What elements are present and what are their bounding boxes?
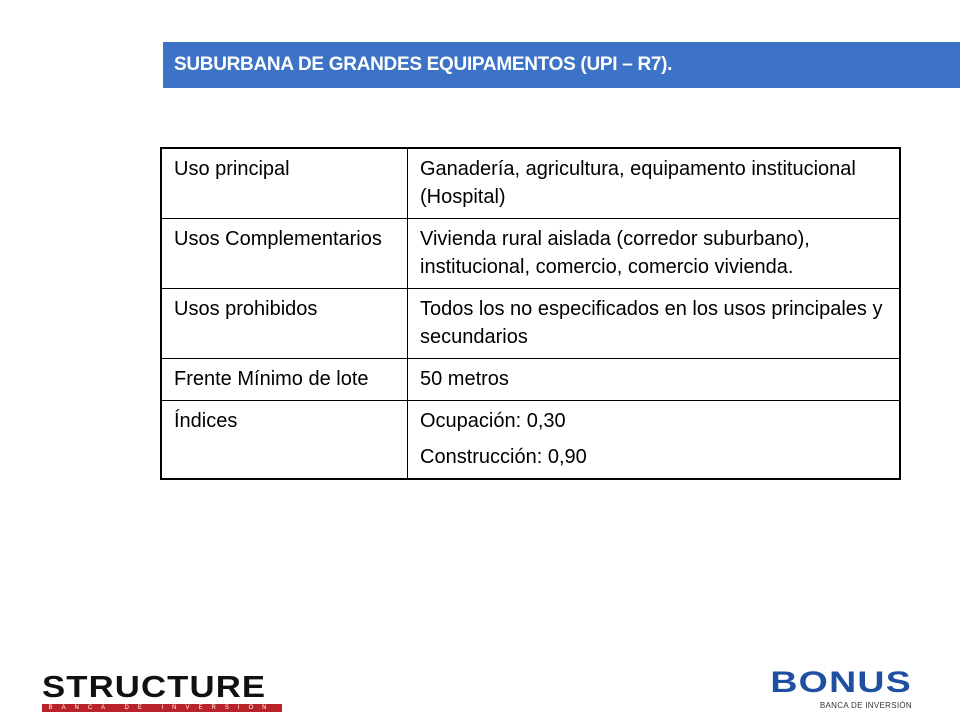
row-value <box>408 401 901 480</box>
slide-title: SUBURBANA DE GRANDES EQUIPAMENTOS (UPI – R7). <box>174 54 673 75</box>
row-label: Índices <box>161 401 408 480</box>
row-value <box>408 219 901 289</box>
row-value-text: Todos los no especificados en los usos principales y secundarios <box>420 298 883 348</box>
table-row-usos-complementarios <box>161 219 900 289</box>
structure-logo-tagline: BANCA DE INVERSIÓN <box>42 704 282 712</box>
structure-logo <box>42 669 282 711</box>
table-row-indices <box>161 401 900 480</box>
row-value-text: 50 metros <box>420 368 509 390</box>
row-value-text: Ganadería, agricultura, equipamento institucional (Hospital) <box>420 158 856 208</box>
table-row-frente-minimo <box>161 359 900 401</box>
row-label: Frente Mínimo de lote <box>161 359 408 401</box>
structure-logo-text: STRUCTURE <box>42 669 267 704</box>
land-use-table <box>160 147 901 480</box>
title-bar <box>163 42 960 88</box>
row-value <box>408 289 901 359</box>
row-value-text: Ocupación: 0,30 <box>420 410 566 432</box>
row-value-text: Vivienda rural aislada (corredor suburbano), institucional, comercio, comercio vivienda. <box>420 228 810 278</box>
table-row-usos-prohibidos <box>161 289 900 359</box>
row-value <box>408 359 901 401</box>
row-value <box>408 148 901 219</box>
row-label: Usos prohibidos <box>161 289 408 359</box>
bonus-logo <box>736 668 912 710</box>
row-label: Uso principal <box>161 148 408 219</box>
bonus-logo-text: BONUS <box>770 666 912 699</box>
table-row-uso-principal <box>161 148 900 219</box>
row-value-text: Construcción: 0,90 <box>420 446 587 468</box>
row-label: Usos Complementarios <box>161 219 408 289</box>
bonus-logo-tagline: BANCA DE INVERSIÓN <box>819 701 912 710</box>
